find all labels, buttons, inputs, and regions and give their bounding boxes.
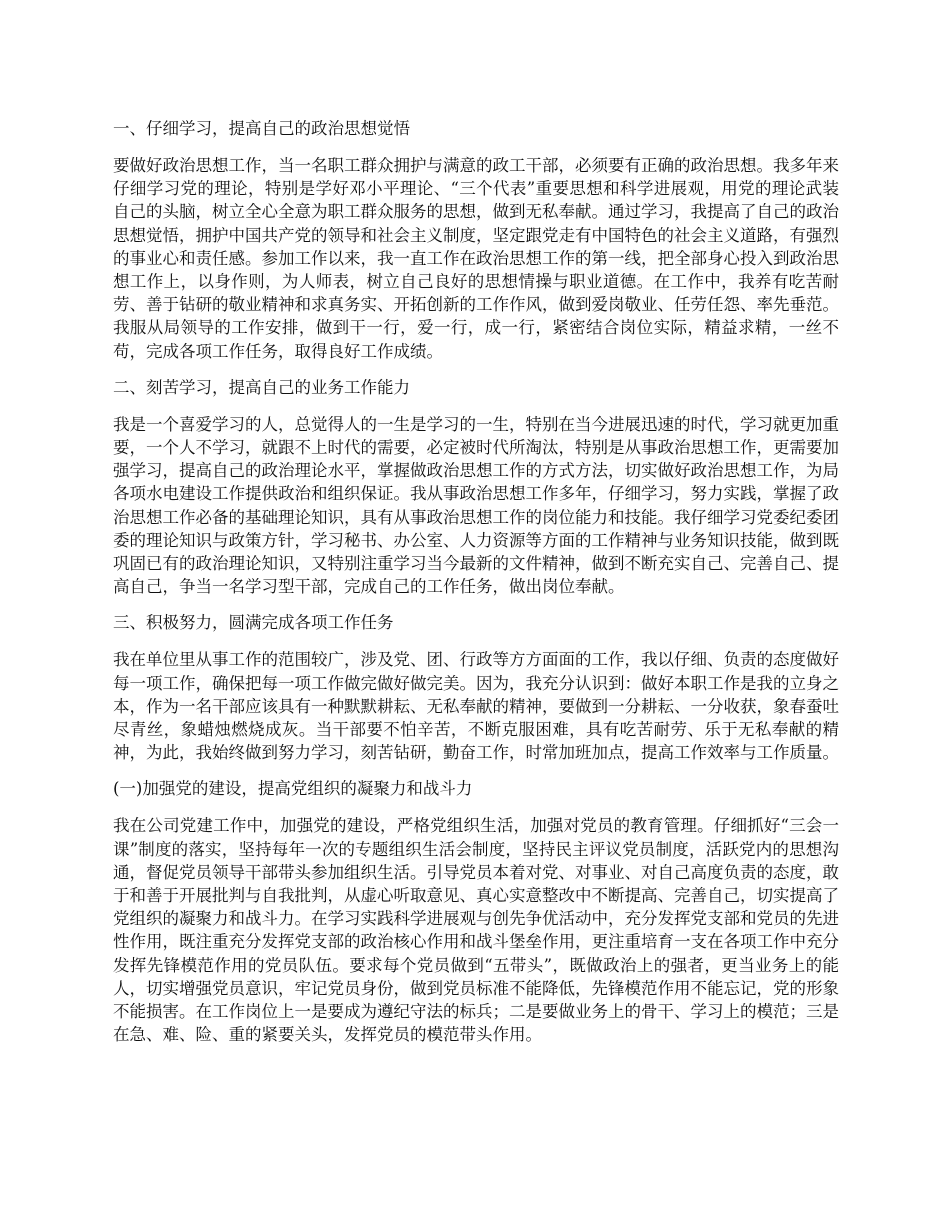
section-paragraph-3: 我在单位里从事工作的范围较广，涉及党、团、行政等方方面面的工作，我以仔细、负责的态度做好每一项工作，确保把每一项工作做完做好做完美。因为，我充分认识到：做好本职工作是我的立身之本，作为一名干部应该具有一种默默耕耘、无私奉献的精神，要做到一分耕耘、一分收获，象春蚕吐尽青丝，象蜡烛燃烧成灰。当干部要不怕辛苦，不断克服困难，具有吃苦耐劳、乐于无私奉献的精神，为此，我始终做到努力学习，刻苦钻研，勤奋工作，时常加班加点，提高工作效率与工作质量。 <box>113 650 839 763</box>
subsection-heading-1: (一)加强党的建设，提高党组织的凝聚力和战斗力 <box>113 779 473 799</box>
subsection-paragraph-1: 我在公司党建工作中，加强党的建设，严格党组织生活，加强对党员的教育管理。仔细抓好“三会一课”制度的落实，坚持每年一次的专题组织生活会制度，坚持民主评议党员制度，活跃党内的思想沟通，督促党员领导干部带头参加组织生活。引导党员本着对党、对事业、对自己高度负责的态度，敢于和善于开展批判与自我批判，从虚心听取意见、真心实意整改中不断提高、完善自己，切实提高了党组织的凝聚力和战斗力。在学习实践科学进展观与创先争优活动中，充分发挥党支部和党员的先进性作用，既注重充分发挥党支部的政治核心作用和战斗堡垒作用，更注重培育一支在各项工作中充分发挥先锋模范作用的党员队伍。要求每个党员做到“五带头”，既做政治上的强者，更当业务上的能人，切实增强党员意识，牢记党员身份，做到党员标准不能降低，先锋模范作用不能忘记，党的形象不能损害。在工作岗位上一是要成为遵纪守法的标兵；二是要做业务上的骨干、学习上的模范；三是在急、难、险、重的紧要关头，发挥党员的模范带头作用。 <box>113 816 839 1045</box>
section-heading-2: 二、刻苦学习，提高自己的业务工作能力 <box>113 377 410 397</box>
document-page <box>113 118 839 1061</box>
section-paragraph-1: 要做好政治思想工作，当一名职工群众拥护与满意的政工干部，必须要有正确的政治思想。我多年来仔细学习党的理论，特别是学好邓小平理论、“三个代表”重要思想和科学进展观，用党的理论武装自己的头脑，树立全心全意为职工群众服务的思想，做到无私奉献。通过学习，我提高了自己的政治思想觉悟，拥护中国共产党的领导和社会主义制度，坚定跟党走有中国特色的社会主义道路，有强烈的事业心和责任感。参加工作以来，我一直工作在政治思想工作的第一线，把全部身心投入到政治思想工作上，以身作则，为人师表，树立自己良好的思想情操与职业道德。在工作中，我养有吃苦耐劳、善于钻研的敬业精神和求真务实、开拓创新的工作作风，做到爱岗敬业、任劳任怨、率先垂范。我服从局领导的工作安排，做到干一行，爱一行，成一行，紧密结合岗位实际，精益求精，一丝不苟，完成各项工作任务，取得良好工作成绩。 <box>113 156 839 361</box>
section-heading-1: 一、仔细学习，提高自己的政治思想觉悟 <box>113 119 410 138</box>
section-heading-3: 三、积极努力，圆满完成各项工作任务 <box>113 613 394 633</box>
section-paragraph-2: 我是一个喜爱学习的人，总觉得人的一生是学习的一生，特别在当今进展迅速的时代，学习就更加重要，一个人不学习，就跟不上时代的需要，必定被时代所淘汰，特别是从事政治思想工作，更需要加强学习，提高自己的政治理论水平，掌握做政治思想工作的方式方法，切实做好政治思想工作，为局各项水电建设工作提供政治和组织保证。我从事政治思想工作多年，仔细学习，努力实践，掌握了政治思想工作必备的基础理论知识，具有从事政治思想工作的岗位能力和技能。我仔细学习党委纪委团委的理论知识与政策方针，学习秘书、办公室、人力资源等方面的工作精神与业务知识技能，做到既巩固已有的政治理论知识，又特别注重学习当今最新的文件精神，做到不断充实自己、完善自己、提高自己，争当一名学习型干部，完成自己的工作任务，做出岗位奉献。 <box>113 414 839 597</box>
